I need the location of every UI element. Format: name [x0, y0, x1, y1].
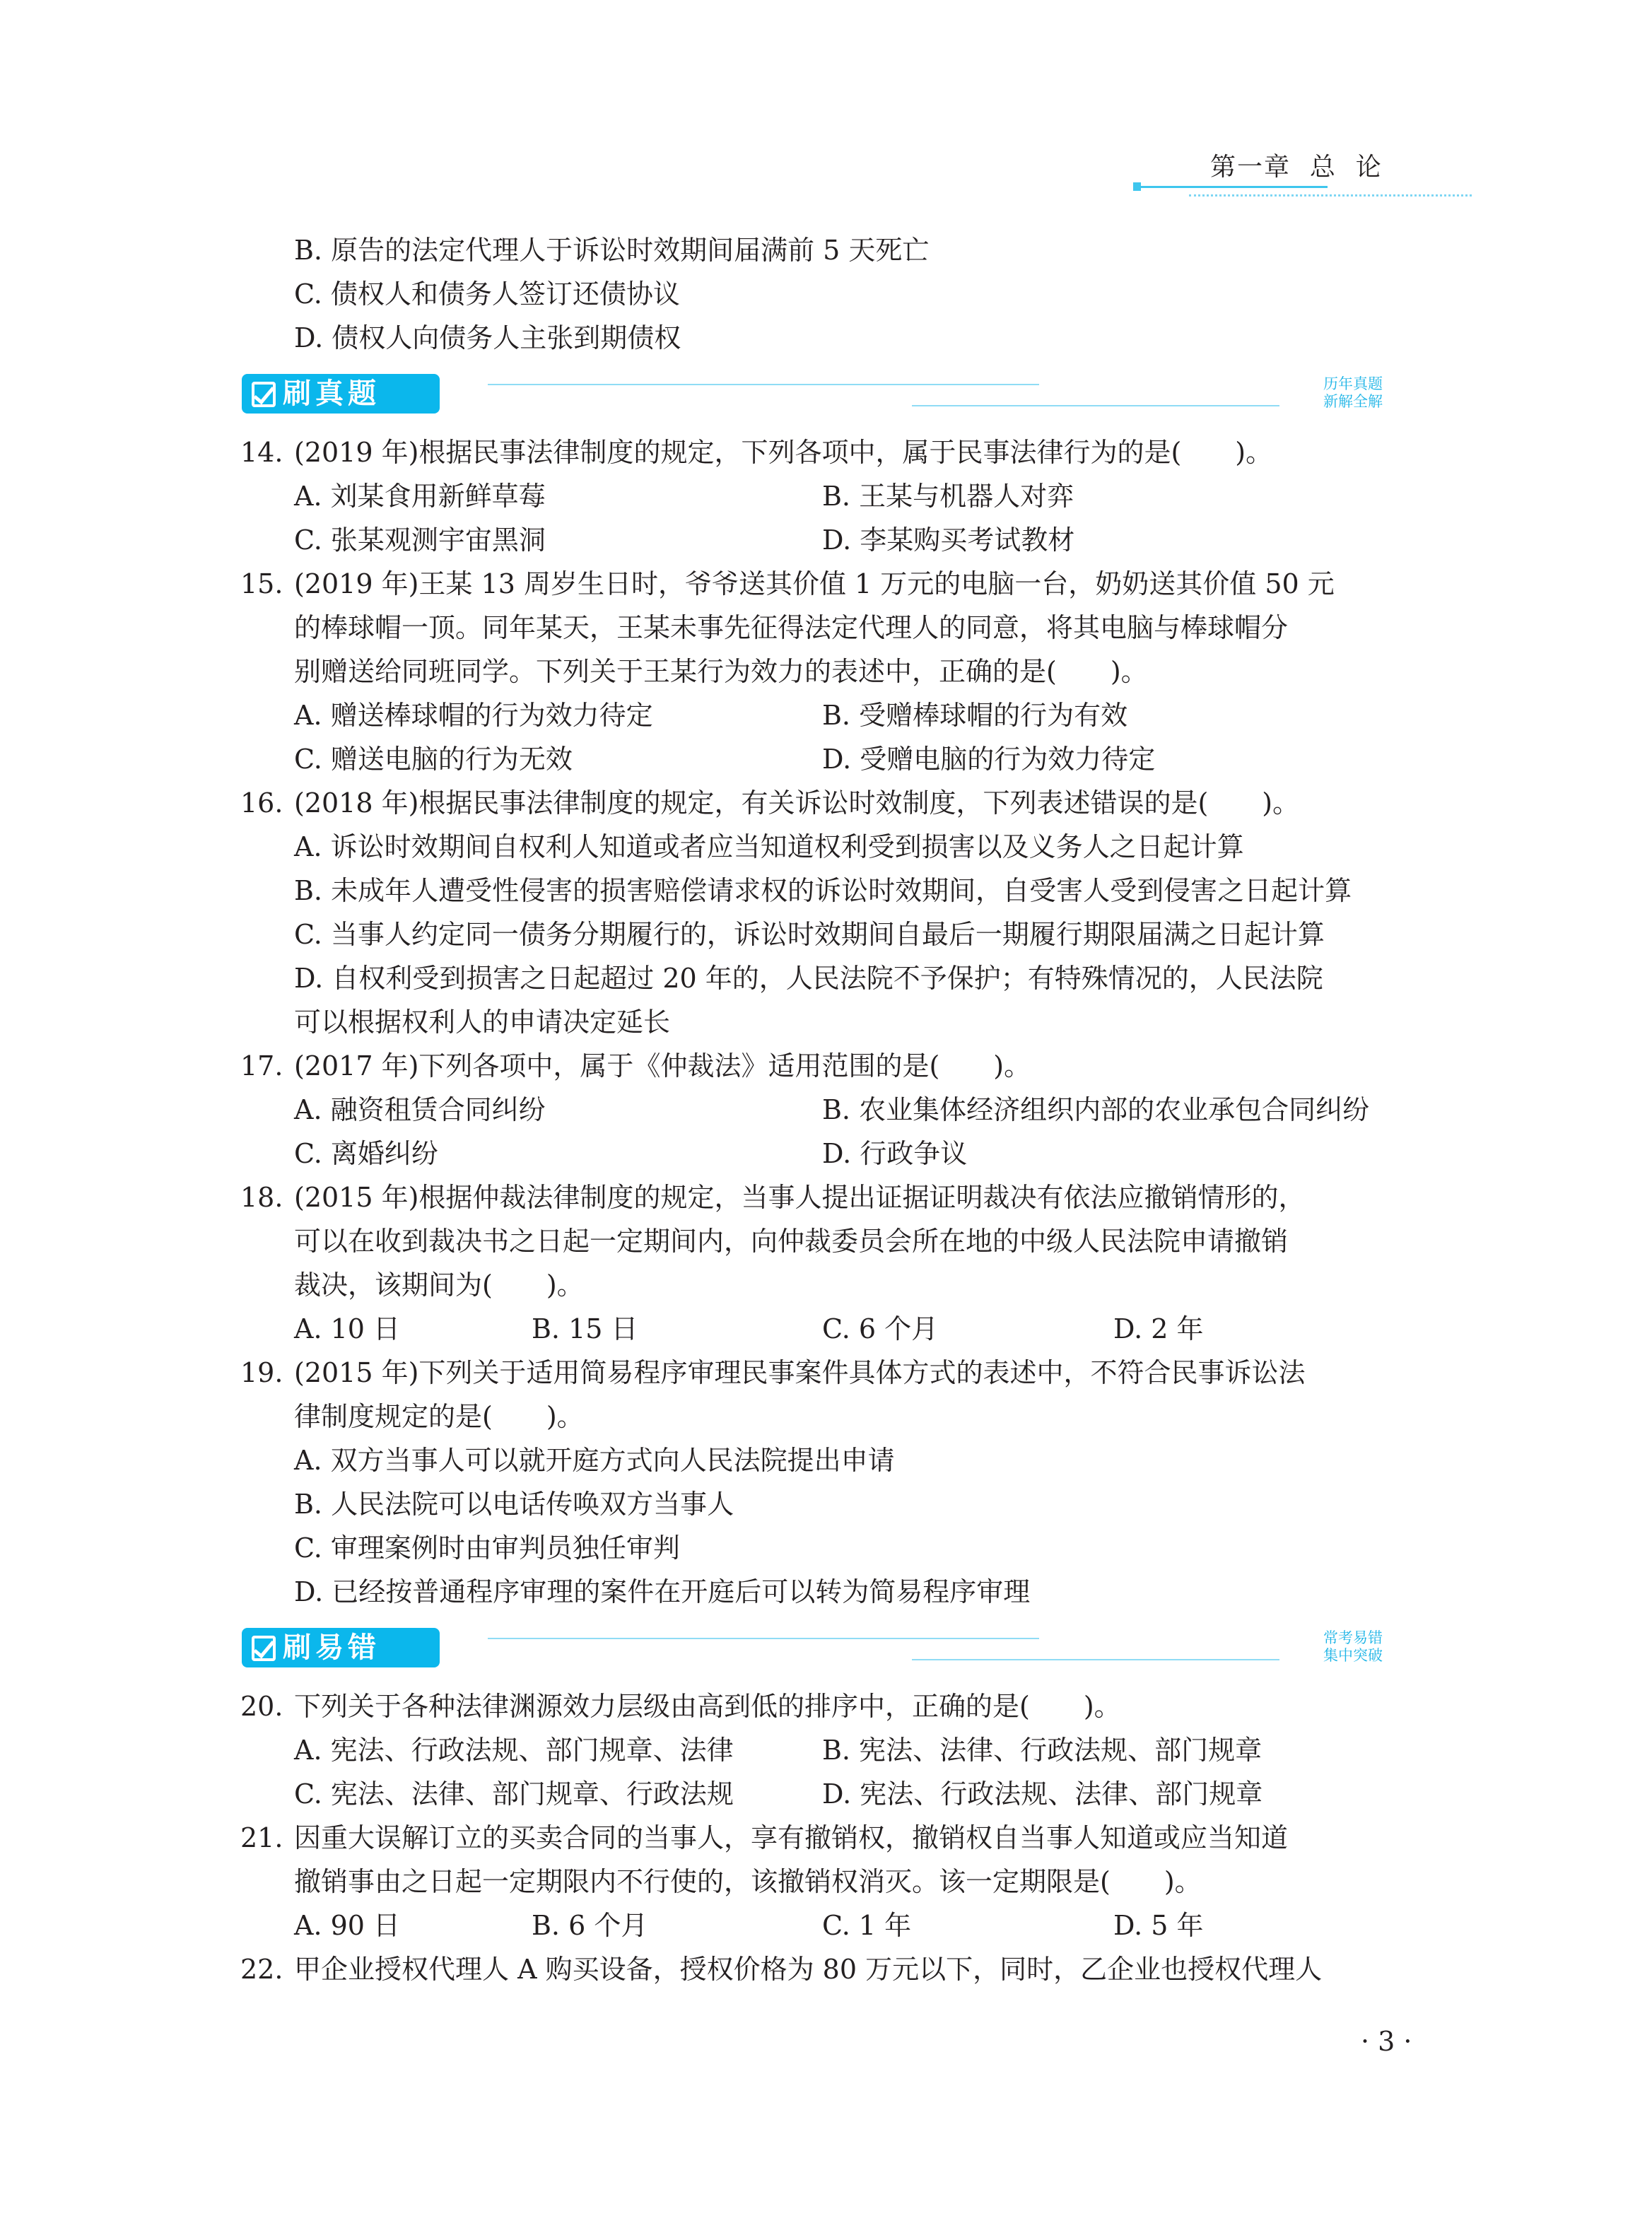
question-20: [0, 1684, 1652, 1816]
answer-option: A. 诉讼时效期间自权利人知道或者应当知道权利受到损害以及义务人之日起计算: [294, 831, 1244, 862]
section-banner: [0, 360, 1652, 430]
section-banner: [0, 1614, 1652, 1684]
option-row: [0, 1088, 1652, 1132]
answer-option: B. 15 日: [532, 1313, 638, 1344]
answer-option: B. 农业集体经济组织内部的农业承包合同纠纷: [822, 1094, 1370, 1125]
section-label: [242, 1628, 440, 1667]
banner-rule: [488, 384, 1039, 385]
option-line: [0, 272, 1652, 316]
checkbox-icon: [252, 1636, 276, 1661]
section-tag: [1323, 1629, 1383, 1665]
question-text: (2019 年)根据民事法律制度的规定，下列各项中，属于民事法律行为的是( )。: [294, 437, 1273, 468]
chapter-title: 第一章 总 论: [1210, 153, 1383, 182]
question-line: [0, 1684, 1652, 1728]
option-row: [0, 1772, 1652, 1816]
question-text: 裁决，该期间为( )。: [294, 1270, 584, 1301]
section-title: 刷真题: [283, 377, 380, 410]
answer-option: D. 受赠电脑的行为效力待定: [822, 744, 1156, 775]
question-number: 22.: [240, 1954, 283, 1985]
banner-rule: [912, 405, 1279, 406]
section-tag-line: 集中突破: [1323, 1647, 1383, 1664]
question-16: [0, 781, 1652, 1044]
question-line: [0, 1219, 1652, 1263]
option-row: [0, 1904, 1652, 1947]
checkbox-icon: [252, 382, 276, 407]
question-number: 21.: [240, 1822, 283, 1853]
question-line: [0, 1395, 1652, 1438]
answer-option: D. 已经按普通程序审理的案件在开庭后可以转为简易程序审理: [294, 1576, 1031, 1607]
banner-rule: [912, 1659, 1279, 1660]
answer-option: C. 赠送电脑的行为无效: [294, 744, 573, 775]
answer-option: D. 自权利受到损害之日起超过 20 年的，人民法院不予保护；有特殊情况的，人民法院: [294, 963, 1323, 994]
question-text: 撤销事由之日起一定期限内不行使的，该撤销权消灭。该一定期限是( )。: [294, 1866, 1202, 1897]
question-21: [0, 1816, 1652, 1947]
question-15: [0, 562, 1652, 781]
answer-option: D. 行政争议: [822, 1138, 968, 1169]
answer-option: C. 离婚纠纷: [294, 1138, 438, 1169]
question-line: [0, 650, 1652, 693]
option-row: [0, 1132, 1652, 1175]
answer-option: 可以根据权利人的申请决定延长: [294, 1007, 671, 1038]
question-text: 甲企业授权代理人 A 购买设备，授权价格为 80 万元以下，同时，乙企业也授权代理人: [294, 1954, 1323, 1985]
question-line: [0, 1816, 1652, 1860]
option-row: [0, 956, 1652, 1000]
option-row: [0, 825, 1652, 869]
question-text: (2018 年)根据民事法律制度的规定，有关诉讼时效制度，下列表述错误的是( )。: [294, 787, 1300, 819]
answer-option: B. 王某与机器人对弈: [822, 481, 1074, 512]
option-row: [0, 1000, 1652, 1044]
question-line: [0, 562, 1652, 606]
answer-option: D. 李某购买考试教材: [822, 524, 1075, 556]
question-line: [0, 430, 1652, 474]
question-text: 别赠送给同班同学。下列关于王某行为效力的表述中，正确的是( )。: [294, 656, 1148, 687]
question-line: [0, 1263, 1652, 1307]
question-text: 因重大误解订立的买卖合同的当事人，享有撤销权，撤销权自当事人知道或应当知道: [294, 1822, 1289, 1853]
option-line: [0, 316, 1652, 360]
question-line: [0, 1351, 1652, 1395]
answer-option: B. 受赠棒球帽的行为有效: [822, 700, 1128, 731]
option-row: [0, 913, 1652, 956]
question-number: 17.: [240, 1050, 283, 1081]
answer-option: A. 90 日: [294, 1910, 401, 1941]
question-number: 20.: [240, 1691, 283, 1722]
option-row: [0, 869, 1652, 913]
answer-option: B. 原告的法定代理人于诉讼时效期间届满前 5 天死亡: [294, 235, 930, 266]
header-dotted-rule: [1189, 194, 1472, 197]
answer-option: A. 宪法、行政法规、部门规章、法律: [294, 1735, 734, 1766]
question-number: 15.: [240, 568, 283, 599]
question-number: 19.: [240, 1357, 283, 1388]
question-19: [0, 1351, 1652, 1614]
section-tag-line: 新解全解: [1323, 393, 1383, 410]
answer-option: B. 宪法、法律、行政法规、部门规章: [822, 1735, 1263, 1766]
question-line: [0, 606, 1652, 650]
section-tag-line: 常考易错: [1323, 1629, 1383, 1646]
question-text: 可以在收到裁决书之日起一定期间内，向仲裁委员会所在地的中级人民法院申请撤销: [294, 1226, 1289, 1257]
option-row: [0, 1438, 1652, 1482]
question-text: 的棒球帽一顶。同年某天，王某未事先征得法定代理人的同意，将其电脑与棒球帽分: [294, 612, 1289, 643]
question-text: (2019 年)王某 13 周岁生日时，爷爷送其价值 1 万元的电脑一台，奶奶送其价值 50 元: [294, 568, 1335, 599]
question-14: [0, 430, 1652, 562]
question-line: [0, 781, 1652, 825]
section-title: 刷易错: [283, 1631, 380, 1664]
question-line: [0, 1860, 1652, 1904]
section-tag-line: 历年真题: [1323, 375, 1383, 392]
answer-option: A. 刘某食用新鲜草莓: [294, 481, 546, 512]
page-content: [0, 228, 1652, 1991]
answer-option: C. 债权人和债务人签订还债协议: [294, 278, 680, 310]
answer-option: D. 宪法、行政法规、法律、部门规章: [822, 1778, 1263, 1810]
header-rule: [1140, 186, 1328, 188]
option-row: [0, 693, 1652, 737]
option-row: [0, 1307, 1652, 1351]
question-text: (2015 年)根据仲裁法律制度的规定，当事人提出证据证明裁决有依法应撤销情形的，: [294, 1182, 1306, 1213]
question-text: 下列关于各种法律渊源效力层级由高到低的排序中，正确的是( )。: [294, 1691, 1121, 1722]
option-row: [0, 1526, 1652, 1570]
section-tag: [1323, 375, 1383, 411]
answer-option: B. 人民法院可以电话传唤双方当事人: [294, 1489, 734, 1520]
page-number: · 3 ·: [1361, 2026, 1412, 2057]
question-22: [0, 1947, 1652, 1991]
answer-option: A. 赠送棒球帽的行为效力待定: [294, 700, 653, 731]
answer-option: A. 融资租赁合同纠纷: [294, 1094, 546, 1125]
answer-option: C. 张某观测宇宙黑洞: [294, 524, 546, 556]
option-row: [0, 1482, 1652, 1526]
question-line: [0, 1947, 1652, 1991]
option-row: [0, 474, 1652, 518]
option-row: [0, 1570, 1652, 1614]
question-text: (2015 年)下列关于适用简易程序审理民事案件具体方式的表述中，不符合民事诉讼法: [294, 1357, 1306, 1388]
answer-option: C. 6 个月: [822, 1313, 939, 1344]
answer-option: C. 审理案例时由审判员独任审判: [294, 1532, 680, 1564]
answer-option: D. 债权人向债务人主张到期债权: [294, 322, 681, 353]
answer-option: D. 5 年: [1113, 1910, 1204, 1941]
answer-option: C. 1 年: [822, 1910, 912, 1941]
question-18: [0, 1175, 1652, 1351]
banner-rule: [488, 1638, 1039, 1639]
answer-option: B. 未成年人遭受性侵害的损害赔偿请求权的诉讼时效期间，自受害人受到侵害之日起计算: [294, 875, 1352, 906]
option-line: [0, 228, 1652, 272]
question-number: 16.: [240, 787, 283, 819]
answer-option: C. 当事人约定同一债务分期履行的，诉讼时效期间自最后一期履行期限届满之日起计算: [294, 919, 1325, 950]
option-row: [0, 737, 1652, 781]
question-line: [0, 1175, 1652, 1219]
question-text: (2017 年)下列各项中，属于《仲裁法》适用范围的是( )。: [294, 1050, 1031, 1081]
answer-option: D. 2 年: [1113, 1313, 1204, 1344]
question-text: 律制度规定的是( )。: [294, 1401, 584, 1432]
question-number: 18.: [240, 1182, 283, 1213]
answer-option: A. 10 日: [294, 1313, 401, 1344]
question-17: [0, 1044, 1652, 1175]
section-label: [242, 374, 440, 414]
option-row: [0, 1728, 1652, 1772]
answer-option: C. 宪法、法律、部门规章、行政法规: [294, 1778, 734, 1810]
question-line: [0, 1044, 1652, 1088]
answer-option: B. 6 个月: [532, 1910, 648, 1941]
question-number: 14.: [240, 437, 283, 468]
answer-option: A. 双方当事人可以就开庭方式向人民法院提出申请: [294, 1445, 895, 1476]
option-row: [0, 518, 1652, 562]
